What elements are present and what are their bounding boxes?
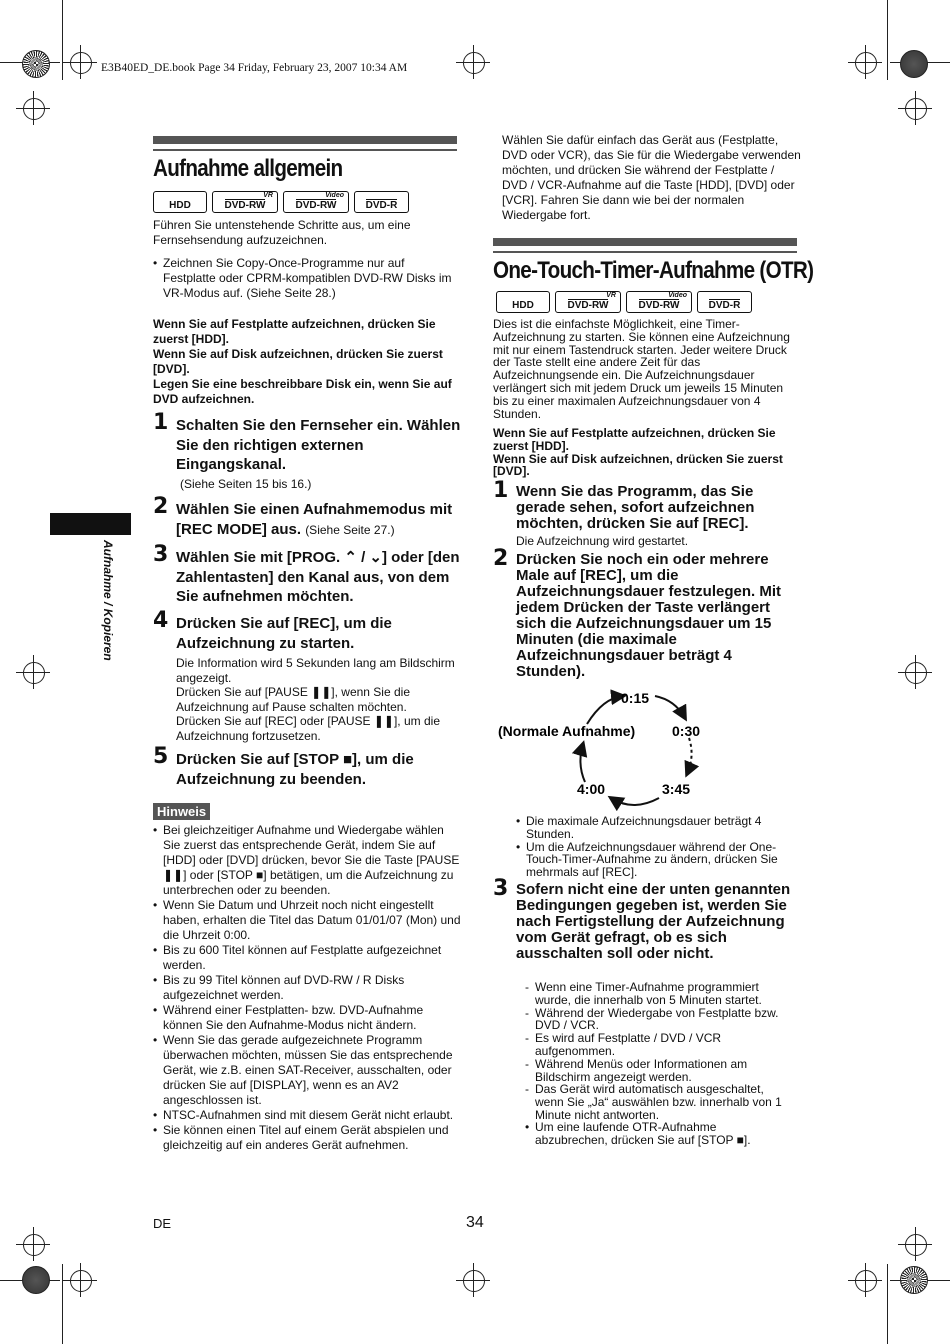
step-number: 1 <box>153 410 169 435</box>
section-title: One-Touch-Timer-Aufnahme (OTR) <box>493 257 814 284</box>
registration-rosette-icon <box>22 50 50 78</box>
cycle-arrow <box>687 738 692 774</box>
info-bullet: • Zeichnen Sie Copy-Once-Programme nur auf Festplatte oder CPRM-kompatiblen DVD-RW Disks im VR-Modus auf. (Siehe Seite 28.) <box>153 256 458 301</box>
cycle-label: 0:30 <box>672 723 701 739</box>
section-rule <box>493 251 797 253</box>
section-title: Aufnahme allgemein <box>153 155 343 182</box>
registration-target-icon <box>905 98 927 120</box>
dvd-rw-vr-badge-icon: VR DVD-RW <box>555 291 621 313</box>
registration-target-icon <box>855 52 877 74</box>
step-number: 4 <box>153 608 169 633</box>
page-number: 34 <box>466 1214 484 1231</box>
registration-target-icon <box>70 1270 92 1292</box>
step-text: Wählen Sie mit [PROG. ⌃ / ⌄] oder [den Zahlentasten] den Kanal aus, von dem Sie aufnehmen möchten. <box>176 549 460 605</box>
step-sub: Die Information wird 5 Sekunden lang am Bildschirm angezeigt. Drücken Sie auf [PAUSE ❚❚], wenn Sie die Aufzeichnung auf Pause schalten möchten. Drücken Sie auf [REC] oder [PAUSE ❚❚], um die Aufzeichnung fortzusetzen. <box>176 656 455 743</box>
cancel-note: • Um eine laufende OTR-Aufnahme abzubrechen, drücken Sie auf [STOP ■]. <box>525 1121 790 1147</box>
cycle-arrow <box>580 744 585 782</box>
registration-target-icon <box>463 1270 485 1292</box>
step-sub: Die Aufzeichnung wird gestartet. <box>516 534 689 548</box>
note-item: • Sie können einen Titel auf einem Gerät abspielen und gleichzeitig auf ein anderes Gerät aufnehmen. <box>163 1123 463 1153</box>
note-item: • Bei gleichzeitiger Aufnahme und Wiedergabe wählen Sie zuerst das entsprechende Gerät, indem Sie auf [HDD] oder [DVD] drücken, bevor Sie die Taste [PAUSE ❚❚] oder [STOP ■] betätigen, um die Aufzeichnung zu unterbrechen oder zu beenden. <box>163 823 463 898</box>
step-number: 5 <box>153 744 169 769</box>
step-text: Wählen Sie einen Aufnahmemodus mit [REC MODE] aus. (Siehe Seite 27.) <box>176 501 453 538</box>
note-label: Hinweis <box>153 803 210 820</box>
hdd-badge-icon: HDD <box>153 191 207 213</box>
step-text: Schalten Sie den Fernseher ein. Wählen Sie den richtigen externen Eingangskanal. <box>176 417 461 473</box>
step-text: Drücken Sie auf [REC], um die Aufzeichnung zu starten. <box>176 615 392 652</box>
step-number: 3 <box>493 876 509 901</box>
cycle-arrow <box>611 798 659 805</box>
crop-mark <box>62 1264 63 1344</box>
dvd-rw-video-badge-icon: Video DVD-RW <box>283 191 349 213</box>
note-item: • NTSC-Aufnahmen sind mit diesem Gerät nicht erlaubt. <box>163 1108 463 1123</box>
section-rule <box>153 149 457 151</box>
registration-rosette-icon <box>900 50 928 78</box>
recording-time-cycle-diagram <box>493 686 793 816</box>
cycle-arrow <box>655 696 685 718</box>
note-item: • Wenn Sie das gerade aufgezeichnete Programm überwachen möchten, müssen Sie das entsprechende Gerät, wie z.B. einen SAT-Receiver, ausschalten, oder drücken Sie auf [DISPLAY], wenn es an AV2 angeschlossen ist. <box>163 1033 463 1108</box>
otr-intro: Dies ist die einfachste Möglichkeit, eine Timer-Aufzeichnung zu starten. Sie können eine Aufzeichnung mit nur einem Tastendruck starten. Jeder weitere Druck der Taste stellt eine andere Zeit für das Aufzeichnungsende ein. Die Aufzeichnungsdauer verlängert sich mit jedem Druck um jeweils 15 Minuten bis zu einer maximalen Aufzeichnungsdauer von 4 Stunden. <box>493 317 790 421</box>
intro-text: Führen Sie untenstehende Schritte aus, um eine Fernsehsendung aufzuzeichnen. <box>153 218 411 247</box>
note-item: • Während einer Festplatten- bzw. DVD-Aufnahme können Sie den Aufnahme-Modus nicht ändern. <box>163 1003 463 1033</box>
step-number: 2 <box>493 546 509 571</box>
step-sub: (Siehe Seiten 15 bis 16.) <box>180 477 312 491</box>
step-text: Wenn Sie das Programm, das Sie gerade sehen, sofort aufzeichnen möchten, drücken Sie auf [REC]. <box>516 483 755 532</box>
conditions-list: - Wenn eine Timer-Aufnahme programmiert wurde, die innerhalb von 5 Minuten startet. - Während der Wiedergabe von Festplatte bzw. DVD / VCR. - Es wird auf Festplatte / DVD / VCR aufgenommen. - Während Menüs oder Informationen am Bildschirm angezeigt werden. - Das Gerät wird automatisch ausgeschaltet, wenn Sie „Ja“ auswählen bzw. innerhalb von 1 Minute nicht antworten. <box>525 981 795 1122</box>
step-text: Drücken Sie auf [STOP ■], um die Aufzeichnung zu beenden. <box>176 751 414 788</box>
section-tab-marker <box>50 513 131 535</box>
footer-language: DE <box>153 1216 172 1231</box>
section-rule <box>493 238 797 246</box>
crop-mark <box>887 1264 888 1344</box>
top-paragraph: Wählen Sie dafür einfach das Gerät aus (Festplatte, DVD oder VCR), das Sie für die Wiedergabe verwenden möchten, und drücken Sie während der Festplatte / DVD / VCR-Aufnahme auf die Taste [HDD], [DVD] oder [VCR]. Fahren Sie dann wie bei der normalen Wiedergabe fort. <box>502 133 801 222</box>
media-badges <box>496 291 752 313</box>
section-tab-label: Aufnahme / Kopieren <box>101 540 115 661</box>
cycle-label: 0:15 <box>621 690 650 706</box>
note-item: • Bis zu 600 Titel können auf Festplatte aufgezeichnet werden. <box>163 943 463 973</box>
notes-list <box>153 823 463 1153</box>
section-rule <box>153 136 457 144</box>
step-number: 3 <box>153 542 169 567</box>
hdd-badge-icon: HDD <box>496 291 550 313</box>
step-number: 1 <box>493 478 509 503</box>
dvd-r-badge-icon: DVD-R <box>697 291 752 313</box>
cycle-arrow <box>587 696 623 724</box>
cycle-label: (Normale Aufnahme) <box>498 723 636 739</box>
registration-rosette-icon <box>900 1266 928 1294</box>
instructions-bold: Wenn Sie auf Festplatte aufzeichnen, drücken Sie zuerst [HDD]. Wenn Sie auf Disk aufzeichnen, drücken Sie zuerst [DVD]. <box>493 426 783 479</box>
registration-target-icon <box>70 52 92 74</box>
dvd-r-badge-icon: DVD-R <box>354 191 409 213</box>
dvd-rw-video-badge-icon: Video DVD-RW <box>626 291 692 313</box>
registration-target-icon <box>855 1270 877 1292</box>
cycle-label: 4:00 <box>577 781 606 797</box>
registration-target-icon <box>463 52 485 74</box>
registration-target-icon <box>23 1234 45 1256</box>
registration-target-icon <box>905 662 927 684</box>
registration-target-icon <box>23 662 45 684</box>
dvd-rw-vr-badge-icon: VR DVD-RW <box>212 191 278 213</box>
instructions-bold: Wenn Sie auf Festplatte aufzeichnen, drücken Sie zuerst [HDD]. Wenn Sie auf Disk aufzeichnen, drücken Sie zuerst [DVD]. Legen Sie eine beschreibbare Disk ein, wenn Sie auf DVD aufzeichnen. <box>153 317 452 406</box>
media-badges <box>153 191 409 213</box>
crop-mark <box>887 0 888 80</box>
registration-target-icon <box>23 98 45 120</box>
note-item: • Wenn Sie Datum und Uhrzeit noch nicht eingestellt haben, erhalten die Titel das Datum 01/01/07 (Mon) und die Uhrzeit 0:00. <box>163 898 463 943</box>
print-header: E3B40ED_DE.book Page 34 Friday, February 23, 2007 10:34 AM <box>101 62 408 74</box>
crop-mark <box>62 0 63 80</box>
registration-target-icon <box>905 1234 927 1256</box>
step-text: Drücken Sie noch ein oder mehrere Male auf [REC], um die Aufzeichnungsdauer festzulegen. Mit jedem Drücken der Taste verlängert sich die Aufzeichnungsdauer um 15 Minuten (die maximale Aufzeichnungsdauer beträgt 4 Stunden). <box>516 551 782 680</box>
step-text: Sofern nicht eine der unten genannten Bedingungen gegeben ist, werden Sie nach Fertigstellung der Aufzeichnung vom Gerät gefragt, ob es sich ausschalten soll oder nicht. <box>516 881 791 962</box>
registration-rosette-icon <box>22 1266 50 1294</box>
cycle-label: 3:45 <box>662 781 691 797</box>
step2-notes: • Die maximale Aufzeichnungsdauer beträgt 4 Stunden. • Um die Aufzeichnungsdauer während der One-Touch-Timer-Aufnahme zu ändern, drücken Sie mehrmals auf [REC]. <box>516 815 786 879</box>
note-item: • Bis zu 99 Titel können auf DVD-RW / R Disks aufgezeichnet werden. <box>163 973 463 1003</box>
step-number: 2 <box>153 494 169 519</box>
